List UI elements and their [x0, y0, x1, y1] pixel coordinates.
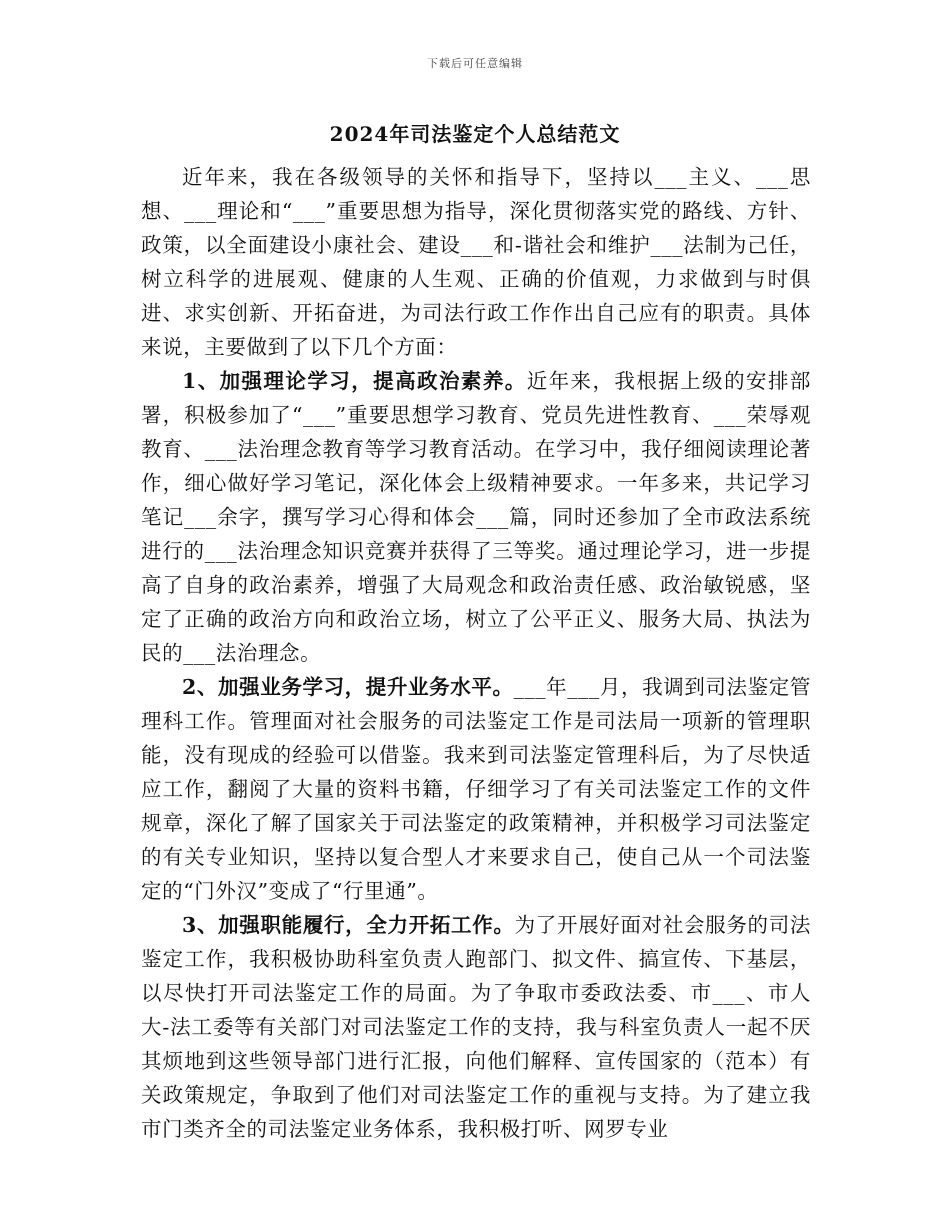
paragraph-function-performance — [141, 908, 811, 1146]
paragraph-text: ___年___月，我调到司法鉴定管理科工作。管理面对社会服务的司法鉴定工作是司法局一项新的管理职能，没有现成的经验可以借鉴。我来到司法鉴定管理科后，为了尽快适应工作，翻阅了大量的资料书籍，仔细学习了有关司法鉴定工作的文件规章，深化了解了国家关于司法鉴定的政策精神，并积极学习司法鉴定的有关专业知识，坚持以复合型人才来要求自己，使自己从一个司法鉴定的“门外汉”变成了“行里通”。 — [141, 675, 811, 903]
document-title: 2024年司法鉴定个人总结范文 — [329, 122, 621, 146]
paragraph-theory-study — [141, 364, 811, 670]
paragraph-heading: 3、加强职能履行，全力开拓工作。 — [182, 913, 515, 937]
paragraph-business-study — [141, 670, 811, 908]
document-body — [141, 160, 811, 1146]
paragraph-text: 近年来，我根据上级的安排部署，积极参加了“___”重要思想学习教育、党员先进性教育、___荣辱观教育、___法治理念教育等学习教育活动。在学习中，我仔细阅读理论著作，细心做好学习笔记，深化体会上级精神要求。一年多来，共记学习笔记___余字，撰写学习心得和体会___篇，同时还参加了全市政法系统进行的___法治理念知识竞赛并获得了三等奖。通过理论学习，进一步提高了自身的政治素养，增强了大局观念和政治责任感、政治敏锐感，坚定了正确的政治方向和政治立场，树立了公平正义、服务大局、执法为民的___法治理念。 — [141, 369, 811, 665]
paragraph-intro — [141, 160, 811, 364]
paragraph-text: 近年来，我在各级领导的关怀和指导下，坚持以___主义、___思想、___理论和“___”重要思想为指导，深化贯彻落实党的路线、方针、政策，以全面建设小康社会、建设___和-谐社会和维护___法制为己任，树立科学的进展观、健康的人生观、正确的价值观，力求做到与时俱进、求实创新、开拓奋进，为司法行政工作作出自己应有的职责。具体来说，主要做到了以下几个方面： — [141, 165, 811, 359]
header-note: 下载后可任意编辑 — [427, 57, 523, 70]
paragraph-heading: 2、加强业务学习，提升业务水平。 — [182, 675, 514, 699]
paragraph-heading: 1、加强理论学习，提高政治素养。 — [182, 369, 527, 393]
paragraph-text: 为了开展好面对社会服务的司法鉴定工作，我积极协助科室负责人跑部门、拟文件、搞宣传、下基层，以尽快打开司法鉴定工作的局面。为了争取市委政法委、市___、市人大-法工委等有关部门对司法鉴定工作的支持，我与科室负责人一起不厌其烦地到这些领导部门进行汇报，向他们解释、宣传国家的（范本）有关政策规定，争取到了他们对司法鉴定工作的重视与支持。为了建立我市门类齐全的司法鉴定业务体系，我积极打听、网罗专业 — [141, 913, 811, 1141]
